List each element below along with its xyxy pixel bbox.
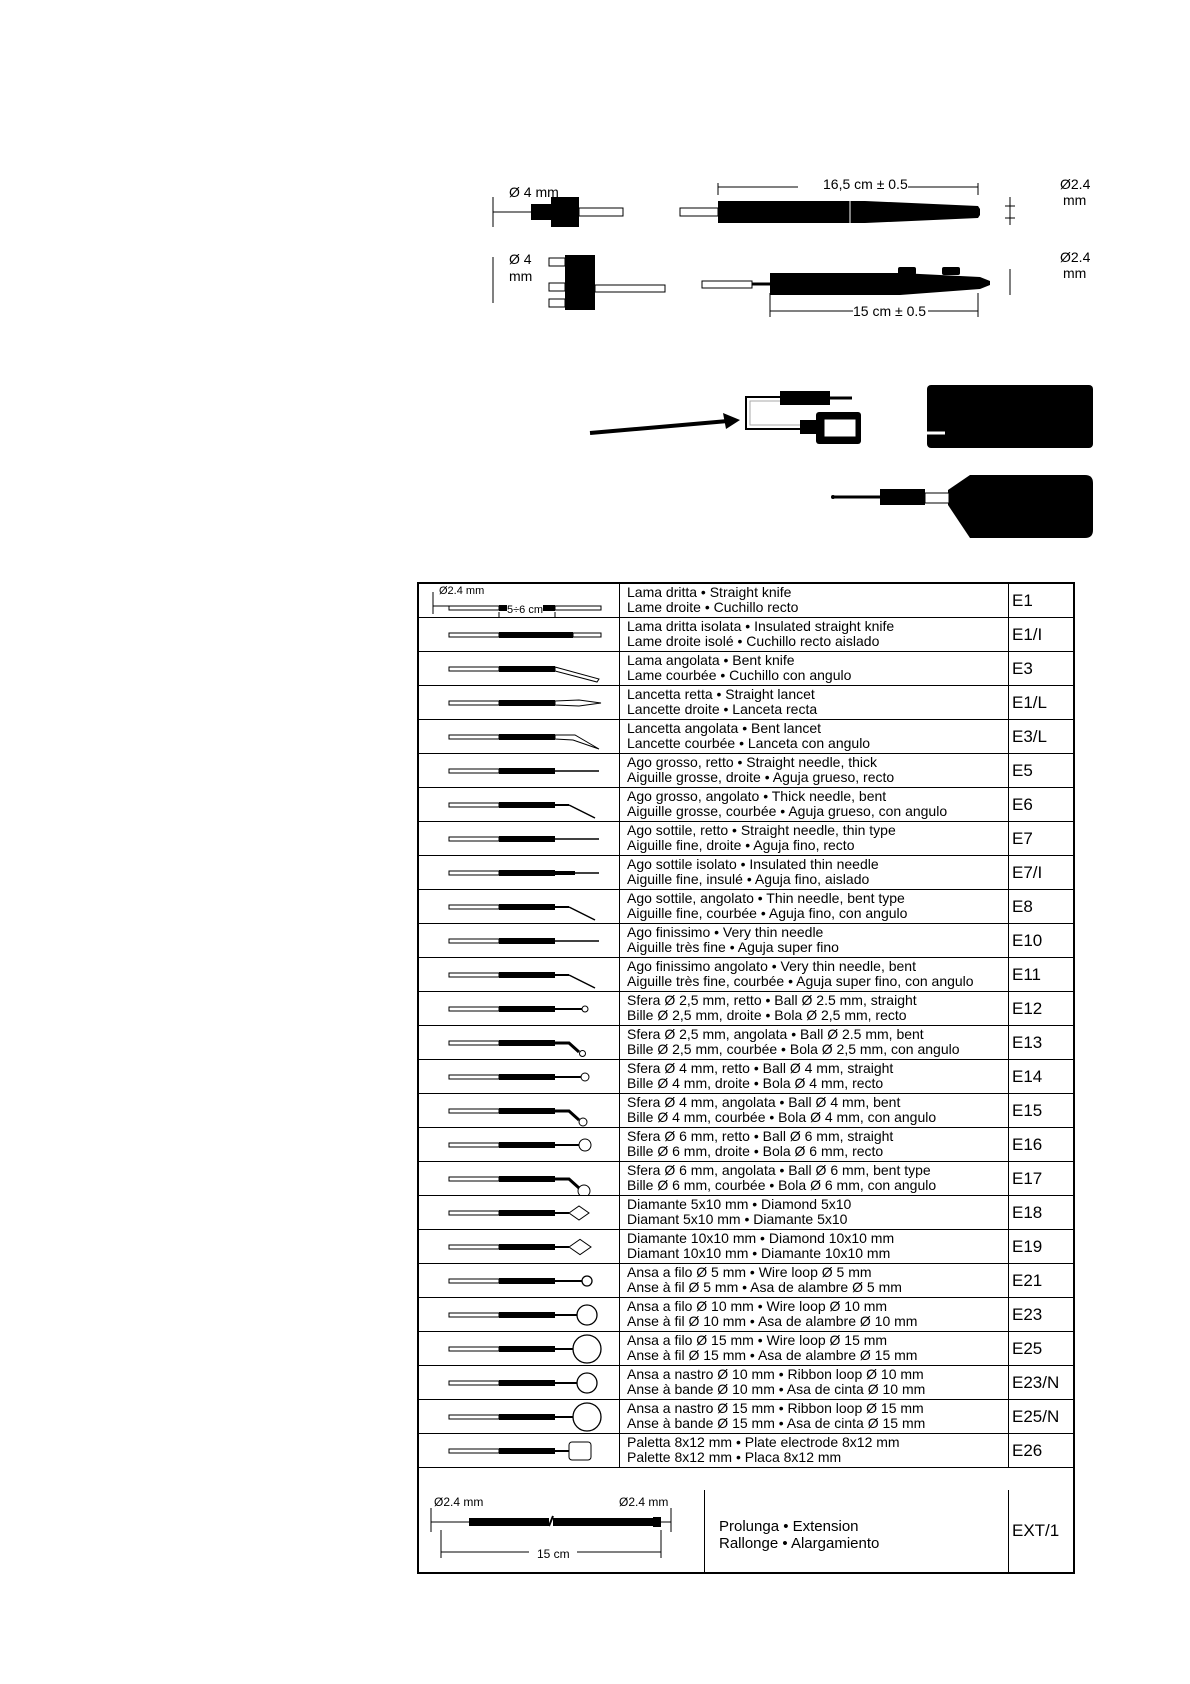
description-line-1: Diamante 5x10 mm • Diamond 5x10 — [627, 1197, 852, 1212]
electrode-code: E6 — [1008, 788, 1073, 821]
description-line-2: Bille Ø 2,5 mm, courbée • Bola Ø 2,5 mm, con angulo — [627, 1041, 960, 1057]
description-line-2: Lancette droite • Lanceta recta — [627, 701, 818, 717]
description-line-2: Diamant 5x10 mm • Diamante 5x10 — [627, 1211, 848, 1227]
description-line-1: Paletta 8x12 mm • Plate electrode 8x12 mm — [627, 1435, 900, 1450]
description-line-1: Lancetta retta • Straight lancet — [627, 687, 815, 702]
description-line-2: Bille Ø 2,5 mm, droite • Bola Ø 2,5 mm, recto — [627, 1007, 907, 1023]
electrode-row — [419, 890, 1073, 924]
electrode-description — [621, 823, 1008, 855]
electrode-row — [419, 1094, 1073, 1128]
handpiece-switch-right-diameter-unit: mm — [1063, 265, 1087, 281]
electrode-code: E1/I — [1008, 618, 1073, 651]
electrode-tip-icon — [419, 1128, 620, 1161]
description-line-2: Anse à bande Ø 10 mm • Asa de cinta Ø 10 mm — [627, 1381, 926, 1397]
electrode-row — [419, 924, 1073, 958]
electrode-description — [621, 687, 1008, 719]
handpiece-single-length: 16,5 cm ± 0.5 — [823, 176, 908, 192]
extension-left-diameter: Ø2.4 mm — [434, 1495, 484, 1509]
electrode-description — [621, 1027, 1008, 1059]
electrode-description — [621, 959, 1008, 991]
electrode-description — [621, 789, 1008, 821]
description-line-2: Bille Ø 4 mm, courbée • Bola Ø 4 mm, con angulo — [627, 1109, 937, 1125]
electrode-code: E19 — [1008, 1230, 1073, 1263]
electrode-code: E12 — [1008, 992, 1073, 1025]
electrode-code: E1 — [1008, 584, 1073, 617]
electrode-row — [419, 822, 1073, 856]
description-line-1: Lancetta angolata • Bent lancet — [627, 721, 822, 736]
description-line-2: Lame droite isolé • Cuchillo recto aislado — [627, 633, 880, 649]
first-icon-length: 5÷6 cm — [507, 604, 543, 616]
description-line-2: Anse à fil Ø 5 mm • Asa de alambre Ø 5 mm — [627, 1279, 902, 1295]
electrode-tip-icon — [419, 788, 620, 821]
electrode-code: E7/I — [1008, 856, 1073, 889]
description-line-2: Anse à bande Ø 15 mm • Asa de cinta Ø 15 mm — [627, 1415, 926, 1431]
electrode-description — [621, 653, 1008, 685]
extension-description — [719, 1518, 879, 1552]
electrode-code: E18 — [1008, 1196, 1073, 1229]
electrode-tip-icon — [419, 924, 620, 957]
description-line-2: Lame courbée • Cuchillo con angulo — [627, 667, 852, 683]
extension-line2: Rallonge • Alargamiento — [719, 1535, 880, 1552]
electrode-row — [419, 1230, 1073, 1264]
description-line-1: Lama dritta isolata • Insulated straight knife — [627, 619, 895, 634]
description-line-2: Aiguille fine, insulé • Aguja fino, aislado — [627, 871, 870, 887]
electrode-tip-icon — [419, 958, 620, 991]
electrode-tip-icon — [419, 822, 620, 855]
electrode-code: E5 — [1008, 754, 1073, 787]
electrode-tip-icon — [419, 1026, 620, 1059]
extension-diagram — [419, 1490, 705, 1572]
electrode-row — [419, 992, 1073, 1026]
electrode-description — [621, 925, 1008, 957]
electrode-tip-icon — [419, 1298, 620, 1331]
electrode-code: E23/N — [1008, 1366, 1073, 1399]
handpiece-switch-length: 15 cm ± 0.5 — [853, 303, 927, 319]
electrode-code: E11 — [1008, 958, 1073, 991]
electrode-row — [419, 958, 1073, 992]
description-line-2: Lame droite • Cuchillo recto — [627, 599, 799, 615]
electrode-row — [419, 754, 1073, 788]
extension-length: 15 cm — [537, 1547, 570, 1561]
description-line-2: Aiguille très fine, courbée • Aguja super fino, con angulo — [627, 973, 974, 989]
electrode-row — [419, 584, 1073, 618]
electrode-tip-icon — [419, 1434, 620, 1467]
electrode-code: E21 — [1008, 1264, 1073, 1297]
electrode-description — [621, 1197, 1008, 1229]
description-line-1: Sfera Ø 6 mm, angolata • Ball Ø 6 mm, bent type — [627, 1163, 931, 1178]
electrode-row — [419, 1060, 1073, 1094]
description-line-1: Sfera Ø 2,5 mm, angolata • Ball Ø 2.5 mm, bent — [627, 1027, 924, 1042]
description-line-1: Diamante 10x10 mm • Diamond 10x10 mm — [627, 1231, 895, 1246]
electrode-description — [621, 1061, 1008, 1093]
electrode-code: E17 — [1008, 1162, 1073, 1195]
electrode-tip-icon — [419, 1162, 620, 1195]
description-line-2: Aiguille fine, courbée • Aguja fino, con angulo — [627, 905, 908, 921]
electrode-tip-icon — [419, 1196, 620, 1229]
handpiece-single-left-diameter: Ø 4 mm — [509, 184, 559, 200]
electrode-row — [419, 1162, 1073, 1196]
electrode-description — [621, 993, 1008, 1025]
electrode-tip-icon — [419, 618, 620, 651]
description-line-1: Ansa a nastro Ø 15 mm • Ribbon loop Ø 15 mm — [627, 1401, 924, 1416]
description-line-1: Sfera Ø 4 mm, angolata • Ball Ø 4 mm, bent — [627, 1095, 901, 1110]
description-line-2: Aiguille fine, droite • Aguja fino, recto — [627, 837, 855, 853]
description-line-1: Ago finissimo angolato • Very thin needle, bent — [627, 959, 916, 974]
description-line-1: Ago grosso, angolato • Thick needle, bent — [627, 789, 887, 804]
electrode-description — [621, 1333, 1008, 1365]
electrode-row — [419, 1264, 1073, 1298]
electrode-description — [621, 585, 1008, 617]
electrode-tip-icon — [419, 1366, 620, 1399]
description-line-1: Ansa a filo Ø 5 mm • Wire loop Ø 5 mm — [627, 1265, 872, 1280]
description-line-2: Diamant 10x10 mm • Diamante 10x10 mm — [627, 1245, 891, 1261]
description-line-1: Ansa a filo Ø 15 mm • Wire loop Ø 15 mm — [627, 1333, 888, 1348]
electrode-tip-icon — [419, 856, 620, 889]
handpiece-switch-right-diameter: Ø2.4 — [1060, 249, 1091, 265]
electrode-row — [419, 686, 1073, 720]
electrode-description — [621, 1231, 1008, 1263]
electrode-tip-icon — [419, 1094, 620, 1127]
electrode-tip-icon — [419, 754, 620, 787]
electrode-code: E16 — [1008, 1128, 1073, 1161]
description-line-1: Ansa a nastro Ø 10 mm • Ribbon loop Ø 10 mm — [627, 1367, 924, 1382]
electrode-row — [419, 652, 1073, 686]
handpiece-switch-diagram — [480, 245, 1100, 320]
electrode-description — [621, 857, 1008, 889]
electrode-description — [621, 891, 1008, 923]
description-line-1: Sfera Ø 4 mm, retto • Ball Ø 4 mm, straight — [627, 1061, 894, 1076]
electrode-description — [621, 1095, 1008, 1127]
electrode-row — [419, 1400, 1073, 1434]
electrode-tip-icon — [419, 686, 620, 719]
description-line-2: Bille Ø 4 mm, droite • Bola Ø 4 mm, recto — [627, 1075, 884, 1091]
electrode-tip-icon — [419, 992, 620, 1025]
description-line-2: Anse à fil Ø 10 mm • Asa de alambre Ø 10 mm — [627, 1313, 918, 1329]
electrode-code: E13 — [1008, 1026, 1073, 1059]
description-line-1: Ago grosso, retto • Straight needle, thick — [627, 755, 878, 770]
electrode-row — [419, 1298, 1073, 1332]
description-line-1: Ago sottile isolato • Insulated thin needle — [627, 857, 879, 872]
extension-code: EXT/1 — [1008, 1490, 1073, 1572]
extension-right-diameter: Ø2.4 mm — [619, 1495, 669, 1509]
description-line-1: Lama angolata • Bent knife — [627, 653, 795, 668]
electrode-row — [419, 788, 1073, 822]
electrode-row — [419, 1332, 1073, 1366]
electrode-code: E8 — [1008, 890, 1073, 923]
electrode-code: E1/L — [1008, 686, 1073, 719]
electrode-code: E15 — [1008, 1094, 1073, 1127]
electrode-row — [419, 856, 1073, 890]
electrode-code: E3/L — [1008, 720, 1073, 753]
neutral-plate-diagram — [580, 375, 1100, 545]
electrode-code: E3 — [1008, 652, 1073, 685]
description-line-2: Palette 8x12 mm • Placa 8x12 mm — [627, 1449, 842, 1465]
electrode-description — [621, 1163, 1008, 1195]
electrode-description — [621, 1265, 1008, 1297]
electrode-description — [621, 1299, 1008, 1331]
electrode-description — [621, 755, 1008, 787]
extension-line1: Prolunga • Extension — [719, 1518, 859, 1535]
electrode-description — [621, 1401, 1008, 1433]
electrode-row — [419, 720, 1073, 754]
handpiece-single-diagram — [480, 165, 1100, 245]
first-icon-diameter: Ø2.4 mm — [439, 585, 485, 597]
description-line-2: Aiguille très fine • Aguja super fino — [627, 939, 839, 955]
description-line-1: Ago sottile, angolato • Thin needle, bent type — [627, 891, 905, 906]
description-line-2: Aiguille grosse, droite • Aguja grueso, recto — [627, 769, 895, 785]
electrode-catalog-table — [417, 582, 1075, 1574]
electrode-tip-icon — [419, 1060, 620, 1093]
electrode-row — [419, 618, 1073, 652]
electrode-tip-icon — [419, 1264, 620, 1297]
electrode-tip-icon — [419, 890, 620, 923]
description-line-2: Bille Ø 6 mm, droite • Bola Ø 6 mm, recto — [627, 1143, 884, 1159]
electrode-description — [621, 1367, 1008, 1399]
electrode-row — [419, 1366, 1073, 1400]
electrode-code: E10 — [1008, 924, 1073, 957]
description-line-2: Anse à fil Ø 15 mm • Asa de alambre Ø 15 mm — [627, 1347, 918, 1363]
description-line-2: Bille Ø 6 mm, courbée • Bola Ø 6 mm, con angulo — [627, 1177, 937, 1193]
electrode-row — [419, 1026, 1073, 1060]
electrode-row — [419, 1434, 1073, 1468]
electrode-code: E23 — [1008, 1298, 1073, 1331]
electrode-row — [419, 1196, 1073, 1230]
handpiece-switch-left-diameter-unit: mm — [509, 268, 533, 284]
description-line-1: Ansa a filo Ø 10 mm • Wire loop Ø 10 mm — [627, 1299, 888, 1314]
electrode-tip-icon — [419, 1332, 620, 1365]
description-line-2: Lancette courbée • Lanceta con angulo — [627, 735, 871, 751]
description-line-1: Ago sottile, retto • Straight needle, thin type — [627, 823, 896, 838]
electrode-code: E14 — [1008, 1060, 1073, 1093]
extension-row — [419, 1490, 1073, 1572]
electrode-code: E26 — [1008, 1434, 1073, 1467]
description-line-1: Lama dritta • Straight knife — [627, 585, 792, 600]
electrode-tip-icon — [419, 652, 620, 685]
electrode-code: E7 — [1008, 822, 1073, 855]
electrode-tip-icon — [419, 1230, 620, 1263]
electrode-tip-icon — [419, 720, 620, 753]
description-line-2: Aiguille grosse, courbée • Aguja grueso, con angulo — [627, 803, 948, 819]
handpiece-single-right-diameter-unit: mm — [1063, 192, 1087, 208]
electrode-row — [419, 1128, 1073, 1162]
electrode-code: E25/N — [1008, 1400, 1073, 1433]
electrode-description — [621, 619, 1008, 651]
handpiece-switch-left-diameter: Ø 4 — [509, 251, 532, 267]
electrode-tip-icon — [419, 584, 620, 617]
description-line-1: Sfera Ø 6 mm, retto • Ball Ø 6 mm, straight — [627, 1129, 894, 1144]
electrode-description — [621, 721, 1008, 753]
electrode-code: E25 — [1008, 1332, 1073, 1365]
description-line-1: Ago finissimo • Very thin needle — [627, 925, 824, 940]
electrode-description — [621, 1435, 1008, 1467]
handpiece-single-right-diameter: Ø2.4 — [1060, 176, 1091, 192]
electrode-tip-icon — [419, 1400, 620, 1433]
electrode-description — [621, 1129, 1008, 1161]
description-line-1: Sfera Ø 2,5 mm, retto • Ball Ø 2.5 mm, straight — [627, 993, 917, 1008]
